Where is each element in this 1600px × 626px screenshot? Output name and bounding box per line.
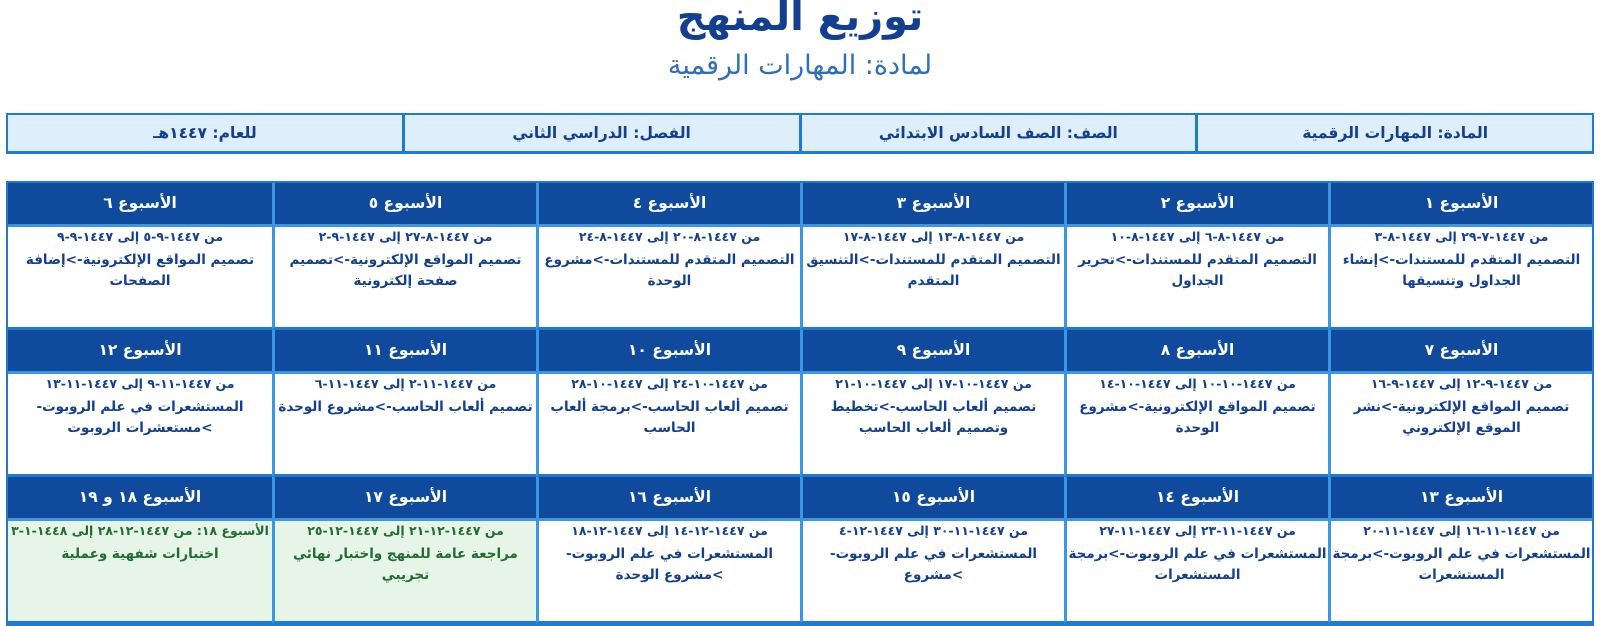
week-topic: مراجعة عامة للمنهج واختبار نهائي تجريبي [293, 546, 518, 583]
week-topic: التصميم المتقدم للمستندات->إنشاء الجداول وتنسيقها [1342, 252, 1581, 289]
week-header: الأسبوع ٦ [8, 183, 272, 227]
info-cell-subject: المادة: المهارات الرقمية [1195, 115, 1592, 151]
week-cell [8, 227, 272, 330]
week-header: الأسبوع ١ [1328, 183, 1592, 227]
week-date: من ١٤٤٧-٩-٥ إلى ١٤٤٧-٩-٩ [56, 229, 224, 244]
table-row-head [8, 330, 1592, 374]
week-topic: المستشعرات في علم الروبوت->برمجة المستشعرات [1332, 546, 1591, 583]
page-subtitle: لمادة: المهارات الرقمية [667, 50, 933, 81]
info-cell-grade: الصف: الصف السادس الابتدائي [799, 115, 1196, 151]
week-header: الأسبوع ١٥ [800, 477, 1064, 521]
week-topic: تصميم المواقع الإلكترونية->تصميم صفحة إلكترونية [289, 252, 522, 289]
week-header: الأسبوع ١٨ و ١٩ [8, 477, 272, 521]
week-header: الأسبوع ١٤ [1064, 477, 1328, 521]
week-date: من ١٤٤٧-١١-٢٣ إلى ١٤٤٧-١١-٢٧ [1099, 523, 1296, 538]
week-header: الأسبوع ٥ [272, 183, 536, 227]
week-topic: المستشعرات في علم الروبوت->مستعشرات الروبوت [36, 399, 244, 436]
week-topic: المستشعرات في علم الروبوت->برمجة المستشعرات [1068, 546, 1327, 583]
week-date: من ١٤٤٧-١٠-١٧ إلى ١٤٤٧-١٠-٢١ [835, 376, 1032, 391]
week-cell [1328, 374, 1592, 477]
week-date: من ١٤٤٧-١١-٢ إلى ١٤٤٧-١١-٦ [314, 376, 497, 391]
page-title: توزيع المنهج [676, 0, 924, 40]
week-topic: تصميم المواقع الإلكترونية->نشر الموقع الإلكتروني [1353, 399, 1570, 436]
week-date: من ١٤٤٧-١٢-٢١ إلى ١٤٤٧-١٢-٢٥ [307, 523, 504, 538]
week-topic: التصميم المتقدم للمستندات->مشروع الوحدة [544, 252, 795, 289]
week-cell [800, 521, 1064, 624]
table-row-head [8, 477, 1592, 521]
week-header: الأسبوع ١١ [272, 330, 536, 374]
week-header: الأسبوع ١٣ [1328, 477, 1592, 521]
weeks-table [6, 181, 1594, 626]
info-cell-term: الفصل: الدراسي الثاني [402, 115, 799, 151]
title-block [6, 0, 1594, 82]
week-cell [800, 227, 1064, 330]
week-date: من ١٤٤٧-٨-١٣ إلى ١٤٤٧-٨-١٧ [842, 229, 1025, 244]
week-cell [8, 374, 272, 477]
week-cell [536, 227, 800, 330]
week-topic: التصميم المتقدم للمستندات->التنسيق المتقدم [806, 252, 1061, 289]
week-date: من ١٤٤٧-١١-٣٠ إلى ١٤٤٧-١٢-٤ [839, 523, 1028, 538]
week-topic: التصميم المتقدم للمستندات->تحرير الجداول [1078, 252, 1317, 289]
week-header: الأسبوع ١٧ [272, 477, 536, 521]
week-header: الأسبوع ١٦ [536, 477, 800, 521]
week-date: من ١٤٤٧-٨-٦ إلى ١٤٤٧-٨-١٠ [1110, 229, 1285, 244]
week-cell [1328, 227, 1592, 330]
week-topic: تصميم المواقع الإلكترونية->مشروع الوحدة [1079, 399, 1316, 436]
week-cell [272, 521, 536, 624]
week-topic: تصميم ألعاب الحاسب->تخطيط وتصميم ألعاب الحاسب [830, 399, 1037, 436]
table-row-head [8, 183, 1592, 227]
week-date: من ١٤٤٧-١١-١٦ إلى ١٤٤٧-١١-٢٠ [1363, 523, 1560, 538]
week-header: الأسبوع ٩ [800, 330, 1064, 374]
table-row-body [8, 374, 1592, 477]
week-cell [272, 374, 536, 477]
week-cell [272, 227, 536, 330]
week-topic: المستشعرات في علم الروبوت->مشروع الوحدة [565, 546, 774, 583]
week-date: من ١٤٤٧-٩-١٢ إلى ١٤٤٧-٩-١٦ [1370, 376, 1553, 391]
week-date: من ١٤٤٧-١١-٩ إلى ١٤٤٧-١١-١٣ [45, 376, 235, 391]
week-cell [536, 374, 800, 477]
week-header: الأسبوع ٧ [1328, 330, 1592, 374]
week-cell [8, 521, 272, 624]
week-date: من ١٤٤٧-١٢-١٤ إلى ١٤٤٧-١٢-١٨ [571, 523, 768, 538]
week-header: الأسبوع ١٢ [8, 330, 272, 374]
table-row-body [8, 227, 1592, 330]
week-topic: تصميم المواقع الإلكترونية->إضافة الصفحات [25, 252, 255, 289]
week-header: الأسبوع ٣ [800, 183, 1064, 227]
info-bar [6, 113, 1594, 154]
week-topic: تصميم ألعاب الحاسب->مشروع الوحدة [278, 399, 533, 415]
week-cell [1064, 521, 1328, 624]
week-header: الأسبوع ١٠ [536, 330, 800, 374]
week-cell [800, 374, 1064, 477]
week-topic: اختبارات شفهية وعملية [61, 546, 219, 562]
week-header: الأسبوع ٤ [536, 183, 800, 227]
week-header: الأسبوع ٢ [1064, 183, 1328, 227]
week-date: الأسبوع ١٨: من ١٤٤٧-١٢-٢٨ إلى ١٤٤٨-١-٣ [11, 523, 269, 538]
week-header: الأسبوع ٨ [1064, 330, 1328, 374]
week-date: من ١٤٤٧-٨-٢٧ إلى ١٤٤٧-٩-٢ [318, 229, 493, 244]
week-date: من ١٤٤٧-١٠-١٠ إلى ١٤٤٧-١٠-١٤ [1099, 376, 1296, 391]
info-cell-year: للعام: ١٤٤٧هـ [153, 124, 257, 142]
week-date: من ١٤٤٧-١٠-٢٤ إلى ١٤٤٧-١٠-٢٨ [571, 376, 768, 391]
week-cell [536, 521, 800, 624]
week-cell [1064, 374, 1328, 477]
week-topic: المستشعرات في علم الروبوت->مشروع [829, 546, 1038, 583]
week-date: من ١٤٤٧-٨-٢٠ إلى ١٤٤٧-٨-٢٤ [578, 229, 761, 244]
week-cell [1328, 521, 1592, 624]
week-topic: تصميم ألعاب الحاسب->برمجة ألعاب الحاسب [550, 399, 789, 436]
week-date: من ١٤٤٧-٧-٢٩ إلى ١٤٤٧-٨-٣ [1374, 229, 1549, 244]
table-row-body [8, 521, 1592, 624]
week-cell [1064, 227, 1328, 330]
